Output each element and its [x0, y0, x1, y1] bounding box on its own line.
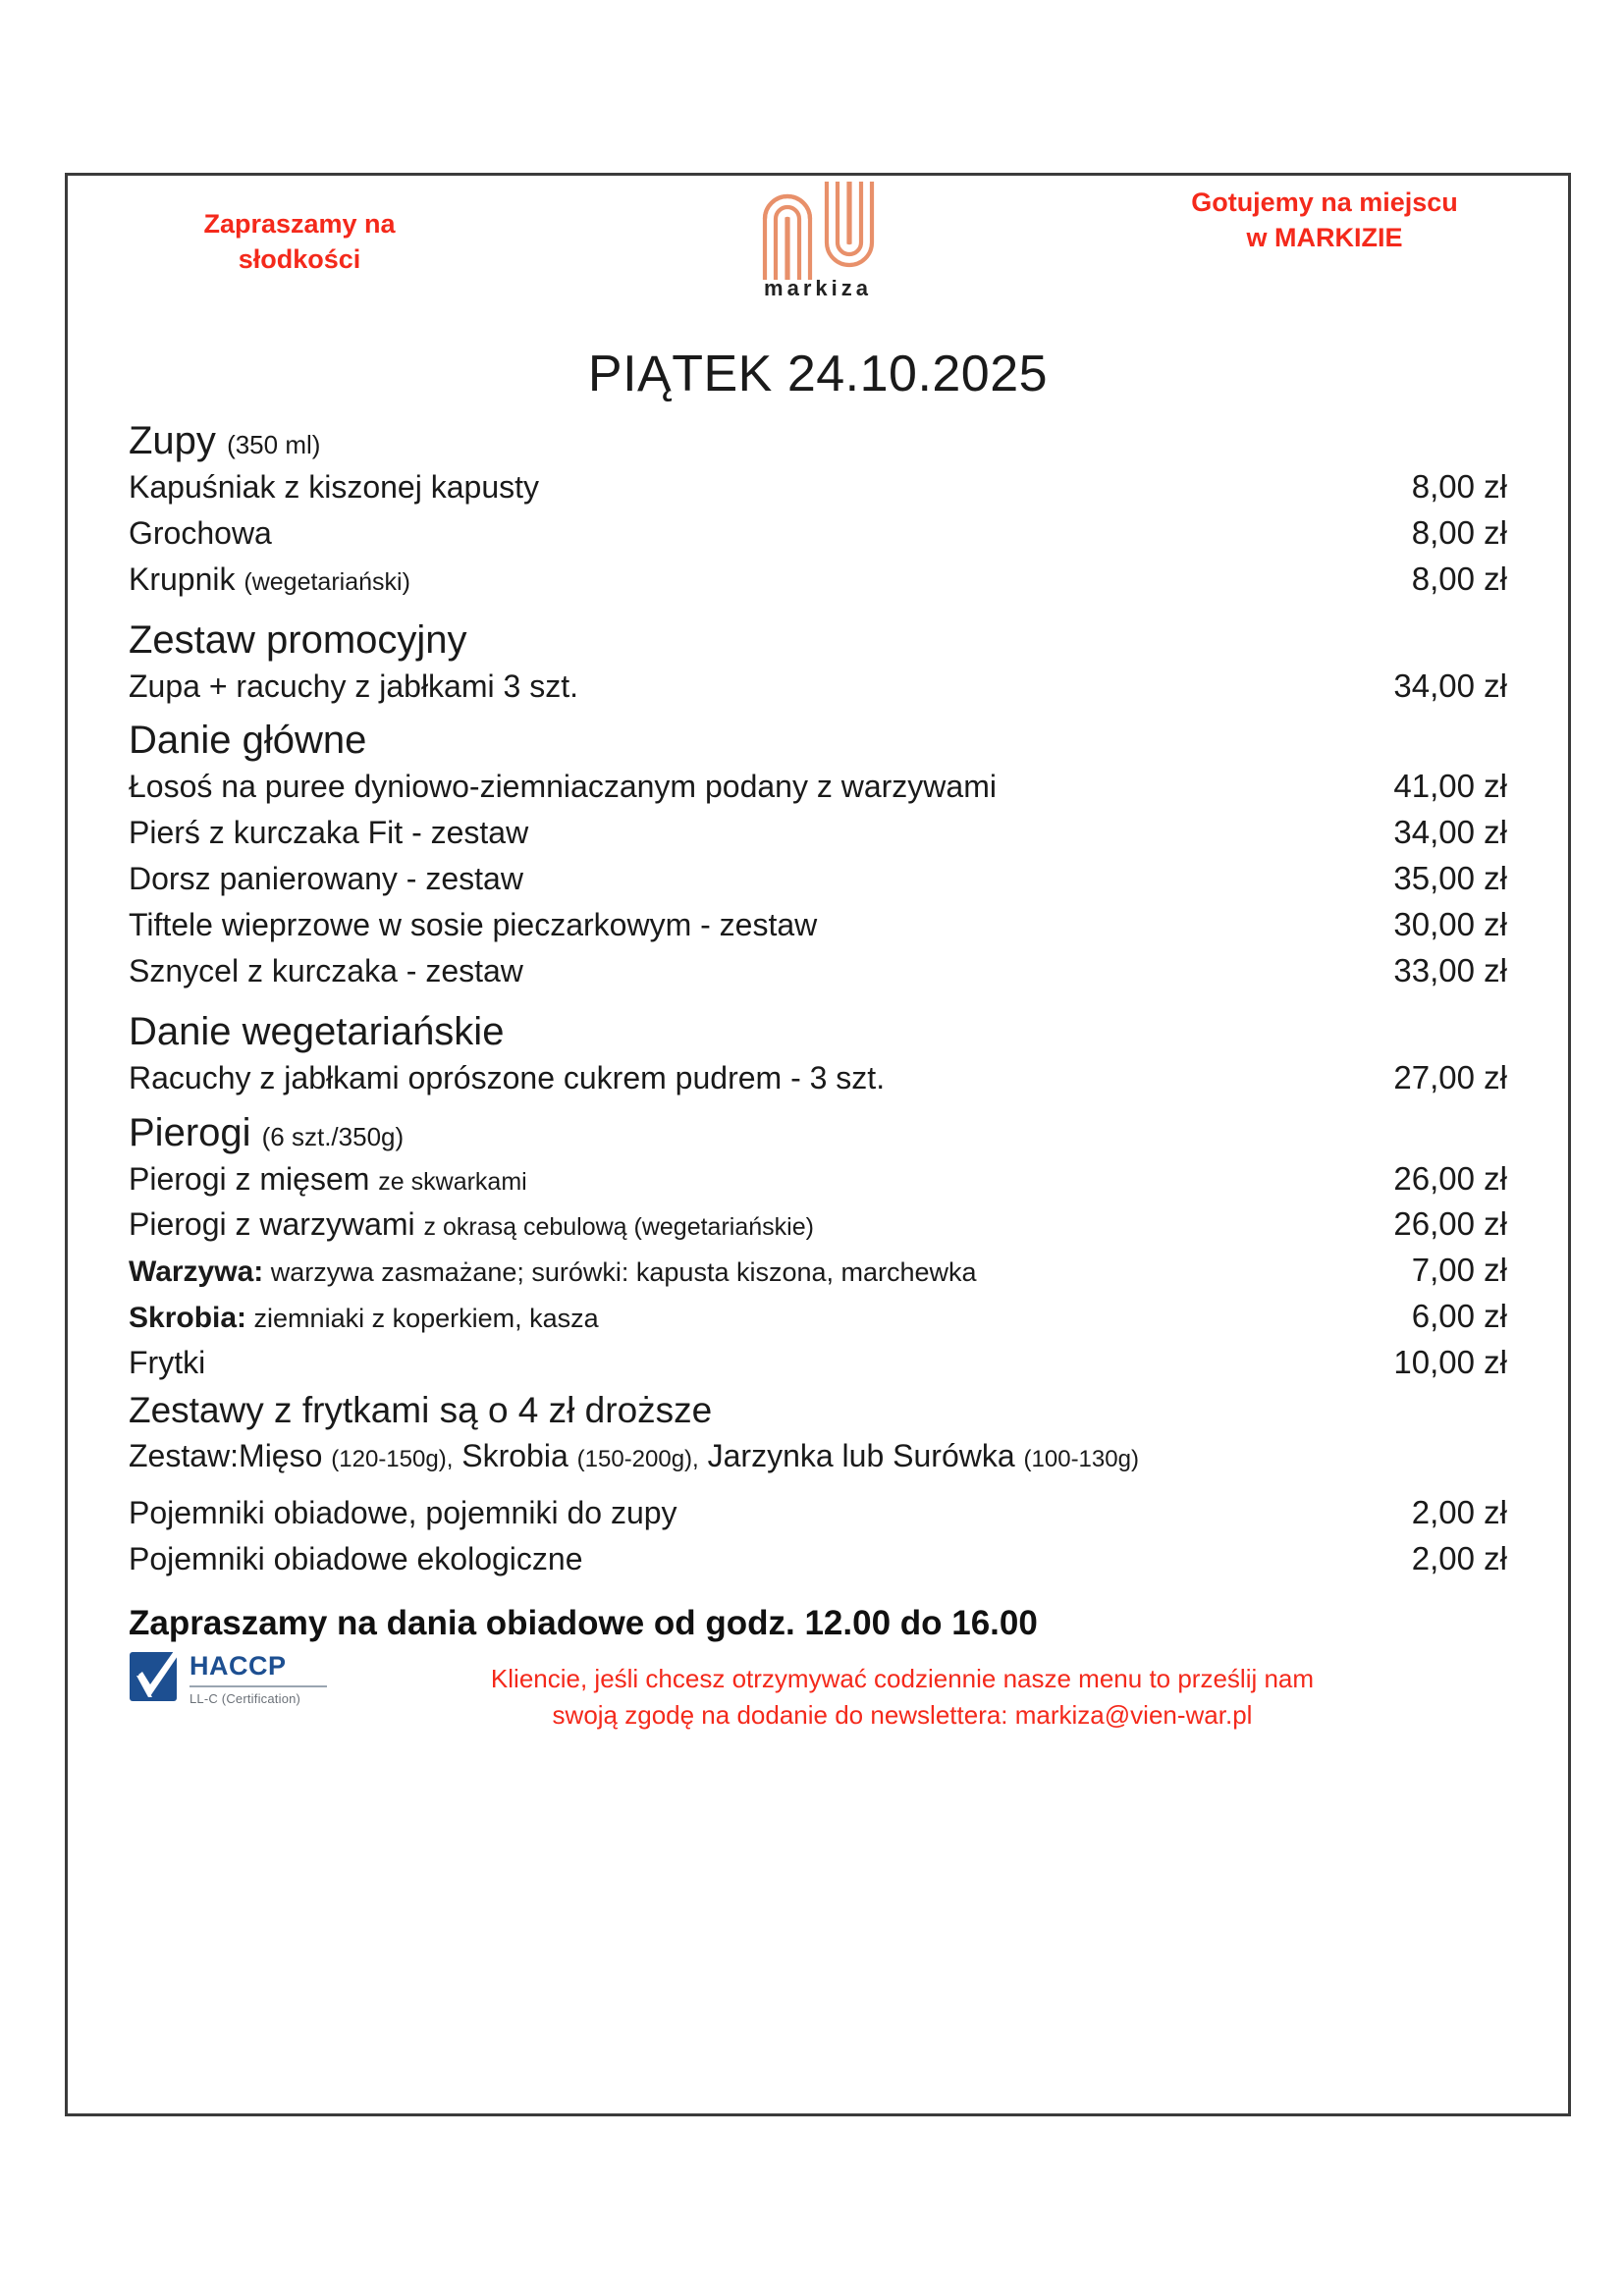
menu-item-price: 8,00 zł: [1411, 560, 1507, 597]
promo-sweets-line-2: słodkości: [238, 243, 361, 274]
menu-item-name: Sznycel z kurczaka - zestaw: [129, 952, 523, 988]
menu-item-name: [129, 1157, 1370, 1201]
menu-row: [129, 1201, 1507, 1248]
menu-row: [129, 1156, 1507, 1202]
menu-row: [129, 902, 1507, 948]
newsletter-note: [327, 1649, 1507, 1734]
haccp-subtitle: LL-C (Certification): [189, 1691, 301, 1706]
container-name: Pojemniki obiadowe ekologiczne: [129, 1541, 583, 1577]
side-desc: warzywa zasmażane; surówki: kapusta kiszona, marchewka: [270, 1257, 977, 1288]
menu-sheet: [68, 176, 1568, 2113]
menu-item-note: (wegetariański): [244, 567, 410, 596]
menu-item-title: Krupnik: [129, 561, 236, 597]
menu-item-name: [129, 558, 1388, 602]
section-title-zupy-qty: (350 ml): [227, 430, 321, 459]
menu-item-note: ze skwarkami: [378, 1167, 527, 1196]
side-label: Warzywa:: [129, 1255, 264, 1289]
side-label: Skrobia:: [129, 1302, 247, 1335]
side-row-skrobia: [129, 1294, 1507, 1340]
note-set-composition: [129, 1433, 1507, 1478]
opening-hours-note: Zapraszamy na dania obiadowe od godz. 12.00 do 16.00: [129, 1604, 1038, 1642]
side-price: 6,00 zł: [1411, 1298, 1507, 1335]
menu-item-price: 33,00 zł: [1393, 951, 1507, 988]
section-title-zupy: [129, 419, 1507, 462]
menu-item-price: 8,00 zł: [1411, 468, 1507, 505]
menu-item-name: Frytki: [129, 1345, 206, 1381]
haccp-badge: [129, 1649, 327, 1708]
section-title-pierogi-qty: (6 szt./350g): [261, 1121, 405, 1151]
set-prefix: Zestaw:Mięso: [129, 1437, 323, 1473]
menu-item-name: Kapuśniak z kiszonej kapusty: [129, 469, 539, 505]
menu-row: [129, 764, 1507, 810]
menu-item-price: 26,00 zł: [1393, 1159, 1507, 1197]
menu-row: [129, 510, 1507, 557]
menu-item-name: Pierś z kurczaka Fit - zestaw: [129, 815, 529, 851]
side-price: 7,00 zł: [1411, 1252, 1507, 1289]
menu-item-price: 34,00 zł: [1393, 814, 1507, 851]
menu-item-price: 10,00 zł: [1393, 1344, 1507, 1381]
container-row: [129, 1490, 1507, 1536]
set-end: Jarzynka lub Surówka: [707, 1437, 1015, 1473]
set-weight-meat: (120-150g),: [331, 1445, 454, 1472]
section-title-pierogi-text: Pierogi: [129, 1110, 251, 1154]
menu-item-price: 34,00 zł: [1393, 667, 1507, 704]
section-title-pierogi: [129, 1111, 1507, 1154]
container-name: Pojemniki obiadowe, pojemniki do zupy: [129, 1495, 677, 1531]
menu-item-name: Dorsz panierowany - zestaw: [129, 861, 523, 897]
menu-row: [129, 557, 1507, 603]
set-mid: Skrobia: [461, 1437, 568, 1473]
menu-item-name: [129, 1202, 1370, 1247]
menu-item-title: Pierogi z mięsem: [129, 1160, 370, 1197]
set-weight-veg: (100-130g): [1023, 1445, 1139, 1472]
brand-block: [690, 182, 946, 301]
menu-row: [129, 948, 1507, 994]
menu-body: [115, 419, 1521, 1734]
menu-item-name: Zupa + racuchy z jabłkami 3 szt.: [129, 667, 578, 704]
section-title-danie-glowne: Danie główne: [129, 719, 367, 763]
menu-item-name: Tiftele wieprzowe w sosie pieczarkowym - zestaw: [129, 907, 818, 943]
menu-item-price: 30,00 zł: [1393, 906, 1507, 943]
menu-item-name: Łosoś na puree dyniowo-ziemniaczanym podany z warzywami: [129, 769, 997, 805]
haccp-text-block: [189, 1651, 327, 1706]
menu-item-price: 8,00 zł: [1411, 513, 1507, 551]
haccp-divider: [189, 1685, 327, 1687]
newsletter-line-2: swoją zgodę na dodanie do newslettera: markiza@vien-war.pl: [552, 1699, 1253, 1730]
section-title-danie-wegetarianskie: Danie wegetariańskie: [129, 1009, 505, 1053]
menu-item-price: 26,00 zł: [1393, 1205, 1507, 1243]
promo-sweets-line-1: Zapraszamy na: [203, 209, 396, 239]
side-name: [129, 1252, 1388, 1294]
side-name: [129, 1298, 1388, 1340]
menu-item-name: Racuchy z jabłkami oprószone cukrem pudrem - 3 szt.: [129, 1059, 886, 1095]
menu-item-title: Pierogi z warzywami: [129, 1206, 415, 1243]
menu-row: [129, 856, 1507, 902]
container-price: 2,00 zł: [1411, 1494, 1507, 1531]
promo-cooked-line-1: Gotujemy na miejscu: [1191, 187, 1458, 217]
note-fries-surcharge: Zestawy z frytkami są o 4 zł droższe: [129, 1389, 713, 1430]
side-desc: ziemniaki z koperkiem, kasza: [253, 1304, 599, 1334]
menu-item-note: z okrasą cebulową (wegetariańskie): [423, 1213, 814, 1242]
container-row: [129, 1536, 1507, 1582]
haccp-checkmark-icon: [129, 1651, 182, 1708]
menu-page-frame: [65, 173, 1571, 2116]
menu-row: [129, 810, 1507, 856]
markiza-logo-icon: [757, 182, 880, 280]
menu-item-price: 35,00 zł: [1393, 860, 1507, 897]
promo-sweets-note: [152, 207, 447, 277]
menu-header: [115, 186, 1521, 343]
newsletter-line-1: Kliencie, jeśli chcesz otrzymywać codziennie nasze menu to prześlij nam: [490, 1664, 1315, 1693]
spacer: [129, 1478, 1507, 1490]
haccp-title: HACCP: [189, 1651, 287, 1681]
brand-name: markiza: [764, 276, 872, 300]
menu-footer: [129, 1649, 1507, 1734]
side-row-warzywa: [129, 1248, 1507, 1294]
section-title-zupy-text: Zupy: [129, 419, 216, 462]
menu-date-title: PIĄTEK 24.10.2025: [587, 346, 1049, 402]
container-price: 2,00 zł: [1411, 1540, 1507, 1577]
promo-cooked-line-2: w MARKIZIE: [1246, 222, 1403, 252]
menu-row: [129, 1055, 1507, 1101]
menu-item-name: Grochowa: [129, 514, 272, 551]
menu-item-price: 27,00 zł: [1393, 1058, 1507, 1095]
promo-cooked-onsite-note: [1138, 186, 1511, 255]
menu-row: [129, 464, 1507, 510]
set-weight-starch: (150-200g),: [576, 1445, 699, 1472]
section-title-zestaw-promocyjny: Zestaw promocyjny: [129, 617, 467, 662]
menu-row-frytki: [129, 1340, 1507, 1386]
menu-item-price: 41,00 zł: [1393, 768, 1507, 805]
menu-row: [129, 664, 1507, 710]
